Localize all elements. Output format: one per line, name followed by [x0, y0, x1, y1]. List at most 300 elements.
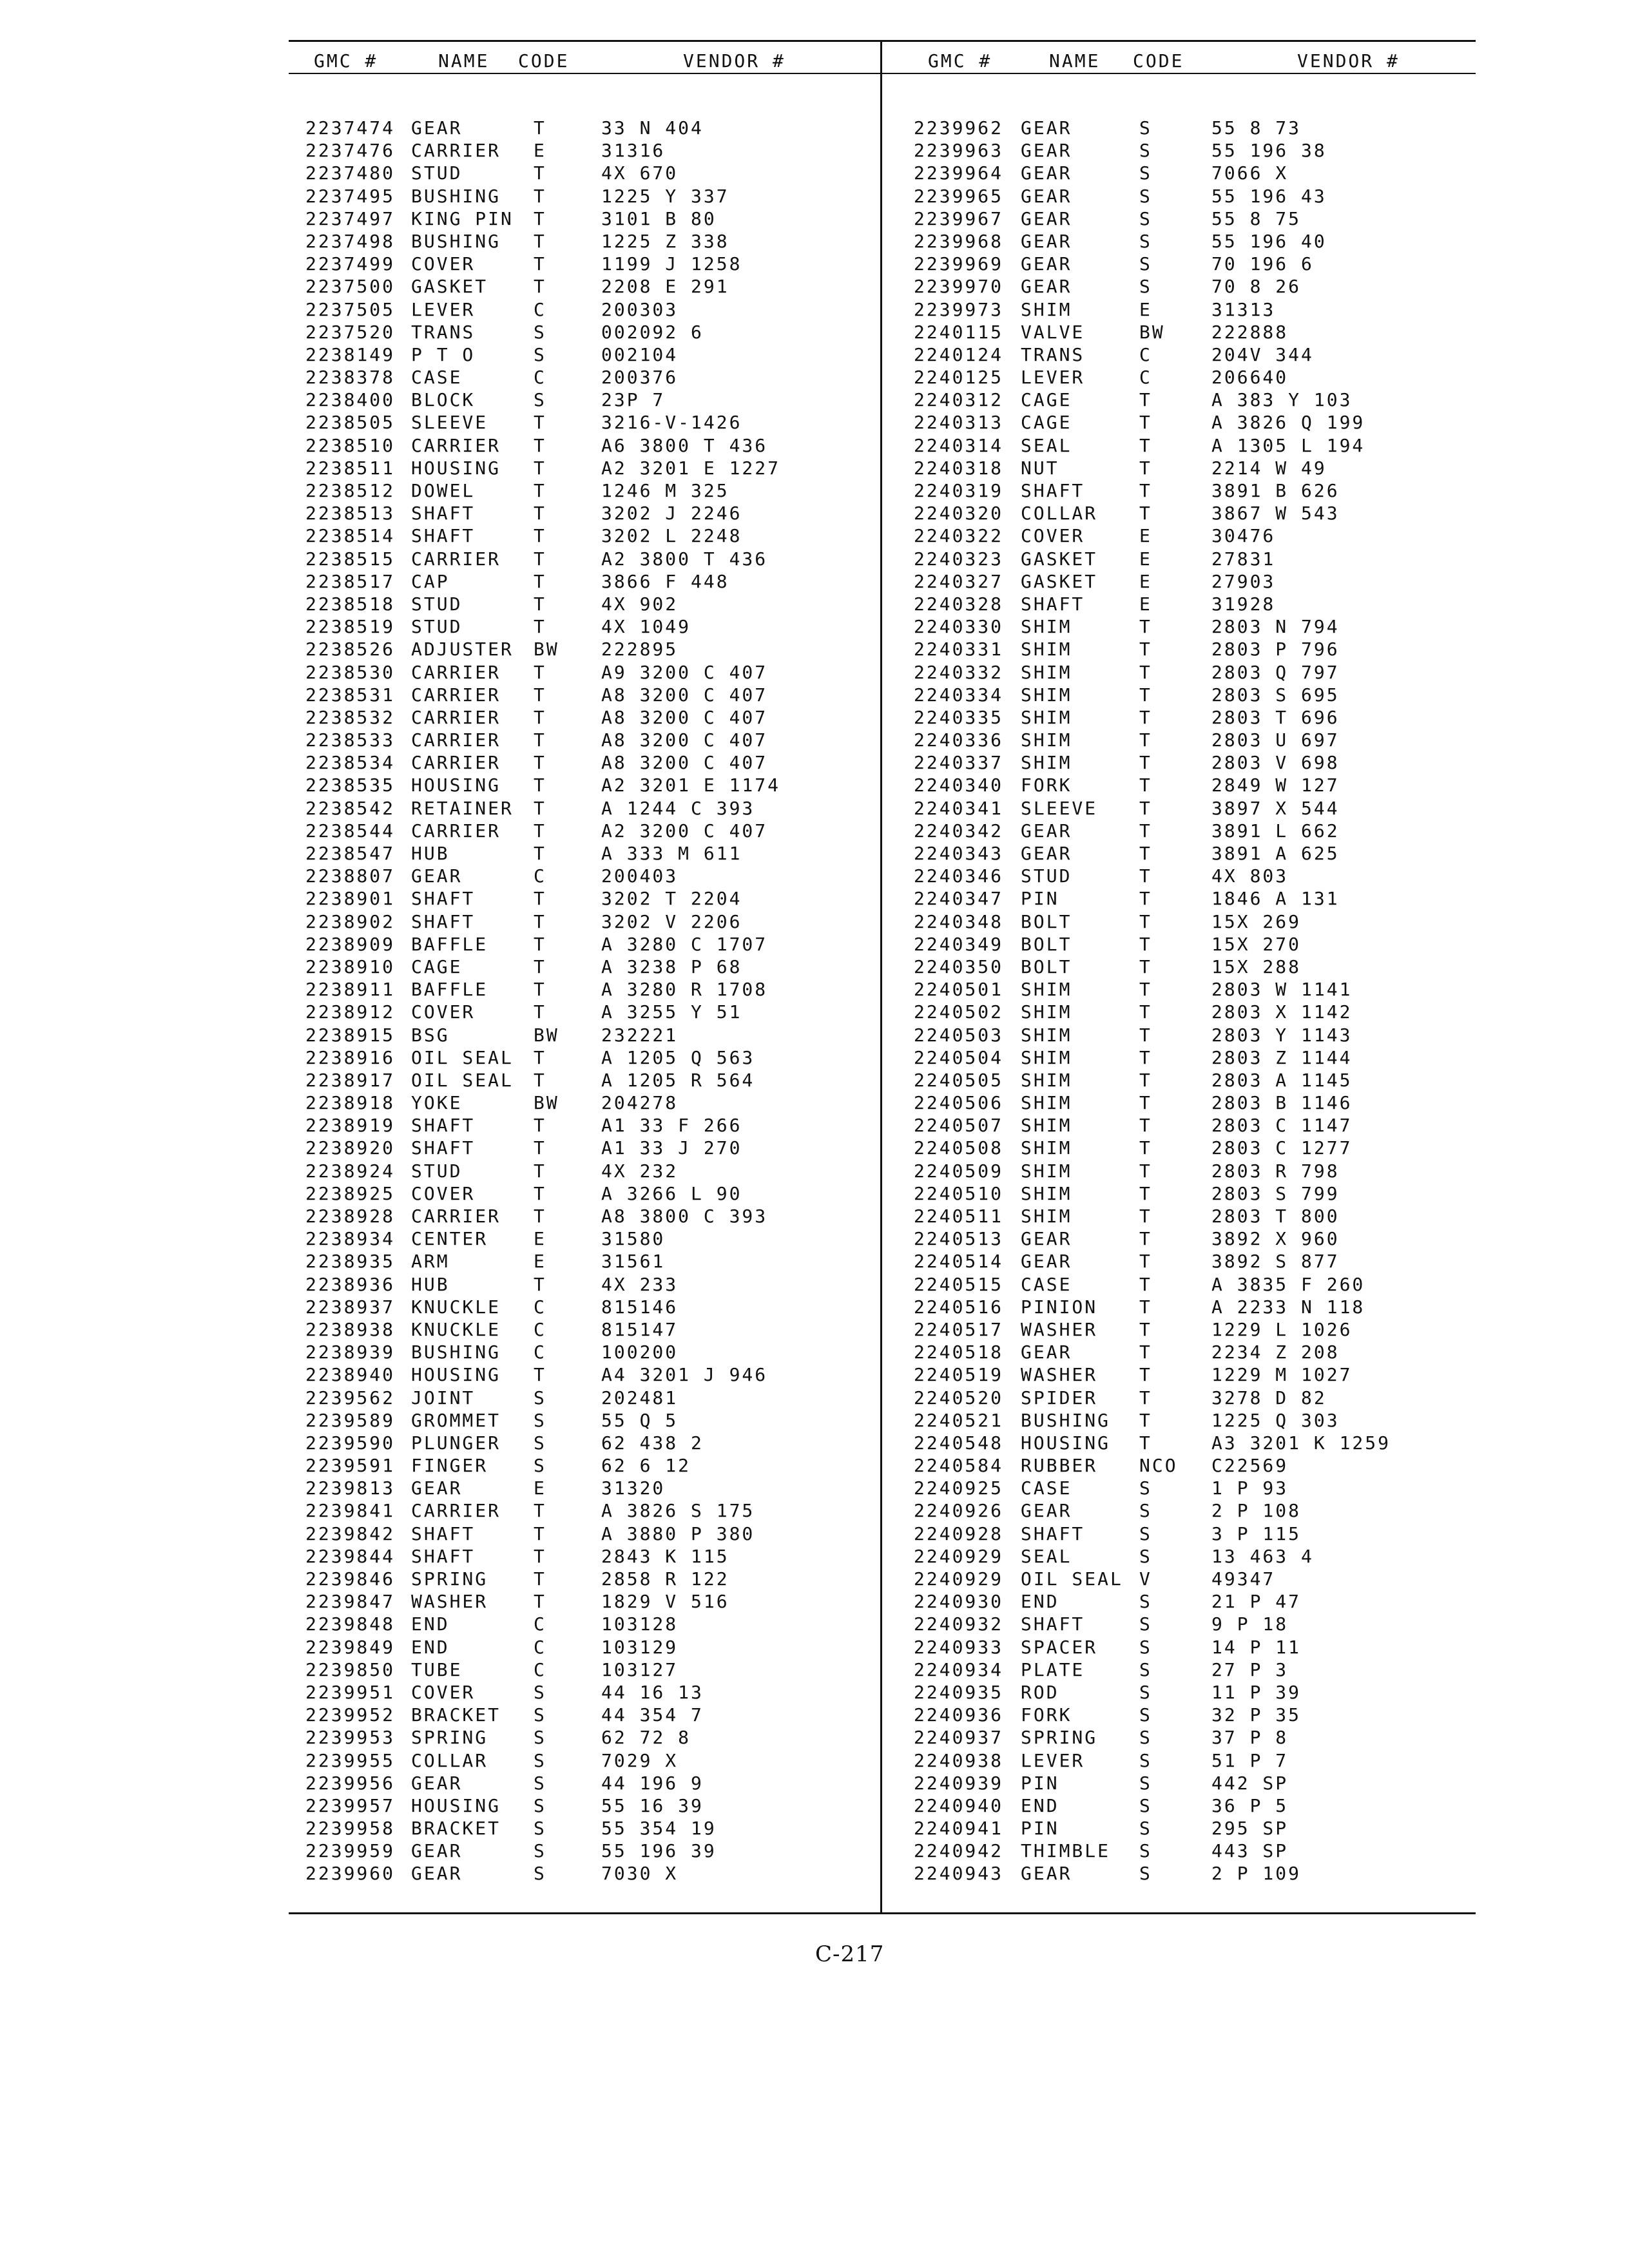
cell-vendor: 32 P 35 — [1211, 1704, 1302, 1726]
cell-vendor: A 1205 Q 563 — [601, 1046, 755, 1068]
cell-vendor: 14 P 11 — [1211, 1636, 1302, 1658]
table-row — [305, 1363, 872, 1386]
table-row — [914, 751, 1474, 774]
cell-code: T — [1139, 1364, 1152, 1386]
right-header-vendor: VENDOR # — [1297, 50, 1400, 72]
table-row — [914, 1726, 1474, 1749]
cell-vendor: 23P 7 — [601, 389, 666, 411]
cell-gmc: 2240115 — [914, 321, 1004, 343]
cell-name: HUB — [411, 843, 450, 864]
cell-name: TUBE — [411, 1658, 463, 1680]
cell-vendor: 2803 N 794 — [1211, 616, 1340, 638]
table-row — [914, 1341, 1474, 1363]
cell-code: T — [534, 910, 546, 932]
cell-code: S — [534, 1455, 546, 1477]
cell-code: S — [1139, 1545, 1152, 1567]
cell-gmc: 2240508 — [914, 1137, 1004, 1159]
cell-gmc: 2240520 — [914, 1387, 1004, 1408]
table-row — [305, 139, 872, 162]
table-row — [305, 1001, 872, 1023]
cell-name: FORK — [1021, 1704, 1072, 1726]
cell-name: END — [1021, 1794, 1059, 1816]
table-row — [305, 751, 872, 774]
cell-name: CAP — [411, 570, 450, 592]
cell-vendor: A6 3800 T 436 — [601, 434, 768, 456]
table-row — [914, 139, 1474, 162]
cell-name: GEAR — [1021, 820, 1072, 841]
table-row — [914, 185, 1474, 207]
cell-code: T — [534, 1591, 546, 1613]
table-row — [305, 865, 872, 887]
cell-vendor: 2 P 109 — [1211, 1863, 1302, 1885]
cell-gmc: 2240332 — [914, 661, 1004, 683]
cell-code: S — [1139, 1613, 1152, 1635]
cell-code: C — [534, 1658, 546, 1680]
table-row — [305, 253, 872, 275]
cell-gmc: 2240937 — [914, 1727, 1004, 1749]
table-row — [305, 1250, 872, 1273]
table-row — [914, 1182, 1474, 1205]
cell-name: P T O — [411, 343, 476, 365]
cell-name: GEAR — [411, 1863, 463, 1885]
table-row — [305, 207, 872, 230]
cell-name: GEAR — [1021, 117, 1072, 139]
cell-code: T — [534, 548, 546, 570]
table-row — [914, 706, 1474, 729]
cell-gmc: 2240319 — [914, 480, 1004, 501]
cell-vendor: 33 N 404 — [601, 117, 704, 139]
table-row — [914, 1296, 1474, 1318]
cell-code: T — [1139, 888, 1152, 910]
table-row — [914, 1840, 1474, 1862]
table-row — [914, 842, 1474, 865]
cell-name: YOKE — [411, 1092, 463, 1114]
cell-code: T — [1139, 1001, 1152, 1023]
cell-name: SHIM — [1021, 298, 1072, 320]
cell-gmc: 2238915 — [305, 1024, 396, 1046]
cell-gmc: 2238924 — [305, 1160, 396, 1182]
cell-vendor: 55 354 19 — [601, 1818, 717, 1840]
table-row — [305, 1772, 872, 1794]
cell-name: CENTER — [411, 1228, 488, 1250]
table-row — [305, 570, 872, 593]
cell-name: FORK — [1021, 774, 1072, 796]
table-row — [914, 1658, 1474, 1681]
table-row — [914, 1024, 1474, 1046]
cell-name: CARRIER — [411, 706, 501, 728]
cell-vendor: 222888 — [1211, 321, 1289, 343]
cell-gmc: 2238935 — [305, 1251, 396, 1273]
table-row — [305, 1817, 872, 1840]
cell-vendor: 51 P 7 — [1211, 1749, 1289, 1771]
cell-vendor: 1246 M 325 — [601, 480, 729, 501]
cell-name: RETAINER — [411, 797, 514, 819]
cell-code: T — [1139, 752, 1152, 774]
table-row — [914, 1499, 1474, 1522]
cell-gmc: 2239953 — [305, 1727, 396, 1749]
cell-name: END — [411, 1636, 450, 1658]
cell-vendor: 3202 L 2248 — [601, 525, 742, 547]
cell-name: PIN — [1021, 888, 1059, 910]
cell-code: V — [1139, 1568, 1152, 1590]
cell-vendor: A 3266 L 90 — [601, 1182, 742, 1204]
cell-gmc: 2240504 — [914, 1046, 1004, 1068]
cell-vendor: 2803 T 800 — [1211, 1206, 1340, 1227]
cell-gmc: 2238526 — [305, 639, 396, 660]
cell-code: E — [534, 1251, 546, 1273]
cell-name: SPIDER — [1021, 1387, 1098, 1408]
cell-code: T — [534, 162, 546, 184]
cell-gmc: 2240939 — [914, 1772, 1004, 1794]
cell-code: T — [1139, 1069, 1152, 1091]
cell-name: PINION — [1021, 1296, 1098, 1318]
cell-vendor: 2803 B 1146 — [1211, 1092, 1353, 1114]
cell-gmc: 2238510 — [305, 434, 396, 456]
cell-gmc: 2240502 — [914, 1001, 1004, 1023]
cell-gmc: 2240336 — [914, 729, 1004, 751]
cell-code: T — [1139, 412, 1152, 434]
table-row — [914, 207, 1474, 230]
table-row — [914, 389, 1474, 411]
cell-vendor: 27903 — [1211, 570, 1276, 592]
table-row — [305, 1273, 872, 1296]
cell-vendor: 2214 W 49 — [1211, 457, 1327, 479]
cell-name: GEAR — [1021, 276, 1072, 298]
cell-code: T — [534, 1568, 546, 1590]
cell-gmc: 2240519 — [914, 1364, 1004, 1386]
table-row — [305, 887, 872, 910]
cell-name: GEAR — [411, 117, 463, 139]
cell-code: S — [1139, 1704, 1152, 1726]
cell-gmc: 2240507 — [914, 1115, 1004, 1137]
cell-name: SHIM — [1021, 1046, 1072, 1068]
cell-vendor: A2 3200 C 407 — [601, 820, 768, 841]
cell-vendor: 815147 — [601, 1318, 679, 1340]
table-row — [305, 1205, 872, 1227]
cell-name: WASHER — [411, 1591, 488, 1613]
cell-name: GEAR — [1021, 207, 1072, 229]
cell-code: T — [1139, 1092, 1152, 1114]
table-row — [305, 524, 872, 547]
table-row — [305, 661, 872, 684]
cell-code: T — [534, 1137, 546, 1159]
cell-vendor: 2803 T 696 — [1211, 706, 1340, 728]
cell-vendor: A8 3200 C 407 — [601, 729, 768, 751]
cell-gmc: 2238149 — [305, 343, 396, 365]
cell-gmc: 2240929 — [914, 1545, 1004, 1567]
table-row — [914, 1273, 1474, 1296]
cell-gmc: 2238542 — [305, 797, 396, 819]
cell-gmc: 2239964 — [914, 162, 1004, 184]
cell-name: STUD — [411, 1160, 463, 1182]
cell-code: S — [534, 1409, 546, 1431]
cell-vendor: 4X 803 — [1211, 865, 1289, 887]
cell-gmc: 2238400 — [305, 389, 396, 411]
cell-vendor: 11 P 39 — [1211, 1681, 1302, 1703]
cell-vendor: A 3238 P 68 — [601, 956, 742, 977]
cell-vendor: A1 33 F 266 — [601, 1115, 742, 1137]
cell-vendor: 2 P 108 — [1211, 1500, 1302, 1522]
table-row — [305, 1454, 872, 1477]
cell-vendor: 2803 C 1277 — [1211, 1137, 1353, 1159]
cell-gmc: 2240934 — [914, 1658, 1004, 1680]
table-row — [914, 1590, 1474, 1613]
cell-gmc: 2240340 — [914, 774, 1004, 796]
cell-code: T — [534, 729, 546, 751]
cell-name: FINGER — [411, 1455, 488, 1477]
table-row — [914, 1363, 1474, 1386]
cell-code: E — [534, 1228, 546, 1250]
cell-vendor: 55 8 75 — [1211, 207, 1302, 229]
cell-code: T — [534, 979, 546, 1001]
cell-gmc: 2239841 — [305, 1500, 396, 1522]
cell-code: T — [1139, 389, 1152, 411]
cell-gmc: 2239959 — [305, 1840, 396, 1862]
table-row — [914, 593, 1474, 615]
cell-name: GEAR — [1021, 162, 1072, 184]
cell-vendor: 103128 — [601, 1613, 679, 1635]
cell-name: CAGE — [1021, 389, 1072, 411]
cell-gmc: 2238535 — [305, 774, 396, 796]
table-row — [305, 1523, 872, 1545]
table-row — [305, 366, 872, 389]
cell-code: T — [534, 593, 546, 615]
cell-name: SHAFT — [411, 503, 476, 524]
table-row — [914, 1069, 1474, 1091]
cell-code: S — [1139, 162, 1152, 184]
bottom-rule — [289, 1912, 1476, 1914]
cell-code: S — [534, 1681, 546, 1703]
cell-vendor: 1829 V 516 — [601, 1591, 729, 1613]
cell-gmc: 2239590 — [305, 1432, 396, 1454]
table-row — [305, 1499, 872, 1522]
cell-name: SHIM — [1021, 661, 1072, 683]
cell-code: T — [534, 888, 546, 910]
cell-code: C — [534, 298, 546, 320]
cell-code: E — [1139, 548, 1152, 570]
cell-vendor: 49347 — [1211, 1568, 1276, 1590]
cell-code: S — [1139, 1772, 1152, 1794]
cell-name: SHIM — [1021, 979, 1072, 1001]
cell-name: COLLAR — [411, 1749, 488, 1771]
cell-vendor: 62 6 12 — [601, 1455, 691, 1477]
cell-name: CAGE — [411, 956, 463, 977]
cell-name: GEAR — [1021, 843, 1072, 864]
cell-gmc: 2240335 — [914, 706, 1004, 728]
cell-code: S — [1139, 1749, 1152, 1771]
cell-gmc: 2240940 — [914, 1794, 1004, 1816]
cell-gmc: 2238936 — [305, 1273, 396, 1295]
cell-gmc: 2238920 — [305, 1137, 396, 1159]
cell-name: CAGE — [1021, 412, 1072, 434]
cell-name: SHIM — [1021, 1024, 1072, 1046]
cell-vendor: 200403 — [601, 865, 679, 887]
cell-gmc: 2240327 — [914, 570, 1004, 592]
cell-gmc: 2240929 — [914, 1568, 1004, 1590]
cell-name: TRANS — [1021, 343, 1085, 365]
table-row — [914, 457, 1474, 479]
table-row — [914, 1409, 1474, 1432]
cell-vendor: 21 P 47 — [1211, 1591, 1302, 1613]
cell-vendor: 15X 288 — [1211, 956, 1302, 977]
cell-gmc: 2239846 — [305, 1568, 396, 1590]
cell-vendor: 2803 Z 1144 — [1211, 1046, 1353, 1068]
table-row — [305, 1296, 872, 1318]
table-row — [914, 1432, 1474, 1454]
cell-vendor: 204278 — [601, 1092, 679, 1114]
cell-code: S — [534, 1794, 546, 1816]
cell-code: T — [1139, 820, 1152, 841]
cell-name: STUD — [411, 616, 463, 638]
cell-vendor: 3202 V 2206 — [601, 910, 742, 932]
cell-gmc: 2238534 — [305, 752, 396, 774]
cell-gmc: 2240941 — [914, 1818, 1004, 1840]
cell-vendor: 27831 — [1211, 548, 1276, 570]
cell-code: S — [1139, 230, 1152, 252]
cell-name: SHAFT — [411, 1523, 476, 1544]
cell-gmc: 2238909 — [305, 933, 396, 955]
cell-vendor: A 3826 S 175 — [601, 1500, 755, 1522]
table-row — [305, 1704, 872, 1726]
cell-code: T — [1139, 1160, 1152, 1182]
cell-code: T — [1139, 1432, 1152, 1454]
cell-code: S — [534, 1727, 546, 1749]
cell-vendor: 3202 T 2204 — [601, 888, 742, 910]
cell-gmc: 2239955 — [305, 1749, 396, 1771]
cell-vendor: 4X 670 — [601, 162, 679, 184]
cell-gmc: 2238513 — [305, 503, 396, 524]
table-row — [305, 1182, 872, 1205]
cell-gmc: 2238512 — [305, 480, 396, 501]
cell-vendor: A8 3200 C 407 — [601, 706, 768, 728]
cell-gmc: 2238544 — [305, 820, 396, 841]
cell-vendor: A9 3200 C 407 — [601, 661, 768, 683]
cell-code: T — [1139, 729, 1152, 751]
table-row — [914, 1817, 1474, 1840]
table-row — [305, 1590, 872, 1613]
cell-name: GEAR — [1021, 185, 1072, 207]
cell-code: T — [534, 1273, 546, 1295]
cell-vendor: A8 3200 C 407 — [601, 684, 768, 706]
cell-name: SHAFT — [411, 1115, 476, 1137]
cell-gmc: 2240337 — [914, 752, 1004, 774]
cell-code: T — [1139, 1387, 1152, 1408]
table-row — [914, 729, 1474, 751]
table-row — [305, 548, 872, 570]
cell-vendor: 103129 — [601, 1636, 679, 1658]
cell-gmc: 2238515 — [305, 548, 396, 570]
cell-name: SHIM — [1021, 1206, 1072, 1227]
cell-gmc: 2240926 — [914, 1500, 1004, 1522]
table-row — [305, 298, 872, 321]
table-row — [305, 162, 872, 184]
cell-vendor: 31928 — [1211, 593, 1276, 615]
cell-name: GEAR — [411, 1772, 463, 1794]
cell-vendor: 62 438 2 — [601, 1432, 704, 1454]
table-row — [305, 706, 872, 729]
table-row — [914, 1613, 1474, 1635]
cell-code: T — [534, 933, 546, 955]
cell-vendor: 7066 X — [1211, 162, 1289, 184]
cell-name: VALVE — [1021, 321, 1085, 343]
cell-gmc: 2239967 — [914, 207, 1004, 229]
cell-gmc: 2237505 — [305, 298, 396, 320]
table-row — [914, 1250, 1474, 1273]
cell-vendor: A 1305 L 194 — [1211, 434, 1365, 456]
table-row — [914, 411, 1474, 434]
cell-vendor: A2 3800 T 436 — [601, 548, 768, 570]
cell-code: T — [1139, 797, 1152, 819]
cell-gmc: 2239847 — [305, 1591, 396, 1613]
cell-code: T — [1139, 503, 1152, 524]
cell-vendor: 2803 Y 1143 — [1211, 1024, 1353, 1046]
cell-name: ROD — [1021, 1681, 1059, 1703]
left-parts-list — [305, 117, 872, 1885]
table-row — [305, 1840, 872, 1862]
table-row — [914, 298, 1474, 321]
cell-vendor: 1225 Q 303 — [1211, 1409, 1340, 1431]
cell-gmc: 2237480 — [305, 162, 396, 184]
cell-name: GASKET — [1021, 548, 1098, 570]
cell-vendor: 44 196 9 — [601, 1772, 704, 1794]
cell-vendor: 30476 — [1211, 525, 1276, 547]
cell-gmc: 2238532 — [305, 706, 396, 728]
cell-name: END — [411, 1613, 450, 1635]
table-row — [914, 1794, 1474, 1817]
cell-code: S — [534, 1818, 546, 1840]
cell-gmc: 2240322 — [914, 525, 1004, 547]
cell-code: S — [1139, 1794, 1152, 1816]
cell-gmc: 2238518 — [305, 593, 396, 615]
cell-name: SHIM — [1021, 684, 1072, 706]
cell-gmc: 2240515 — [914, 1273, 1004, 1295]
table-row — [305, 275, 872, 298]
table-row — [305, 321, 872, 343]
cell-gmc: 2239969 — [914, 253, 1004, 275]
cell-code: T — [534, 1364, 546, 1386]
table-row — [914, 910, 1474, 933]
cell-name: SHAFT — [411, 910, 476, 932]
table-row — [914, 1046, 1474, 1069]
table-row — [914, 548, 1474, 570]
table-row — [914, 774, 1474, 796]
cell-name: LEVER — [411, 298, 476, 320]
cell-vendor: 2803 V 698 — [1211, 752, 1340, 774]
cell-vendor: 103127 — [601, 1658, 679, 1680]
cell-gmc: 2238916 — [305, 1046, 396, 1068]
cell-vendor: 3892 X 960 — [1211, 1228, 1340, 1250]
cell-name: OIL SEAL — [411, 1046, 514, 1068]
cell-vendor: 3891 L 662 — [1211, 820, 1340, 841]
table-row — [305, 1387, 872, 1409]
cell-name: HOUSING — [411, 774, 501, 796]
cell-gmc: 2240318 — [914, 457, 1004, 479]
cell-vendor: 70 196 6 — [1211, 253, 1314, 275]
table-row — [305, 1046, 872, 1069]
cell-gmc: 2239962 — [914, 117, 1004, 139]
cell-code: S — [1139, 140, 1152, 162]
table-row — [305, 978, 872, 1001]
cell-vendor: 2803 C 1147 — [1211, 1115, 1353, 1137]
cell-code: S — [534, 1704, 546, 1726]
table-row — [305, 1681, 872, 1704]
table-row — [305, 684, 872, 706]
table-row — [914, 820, 1474, 842]
table-row — [305, 1749, 872, 1772]
table-row — [305, 117, 872, 139]
cell-gmc: 2240349 — [914, 933, 1004, 955]
cell-gmc: 2240514 — [914, 1251, 1004, 1273]
